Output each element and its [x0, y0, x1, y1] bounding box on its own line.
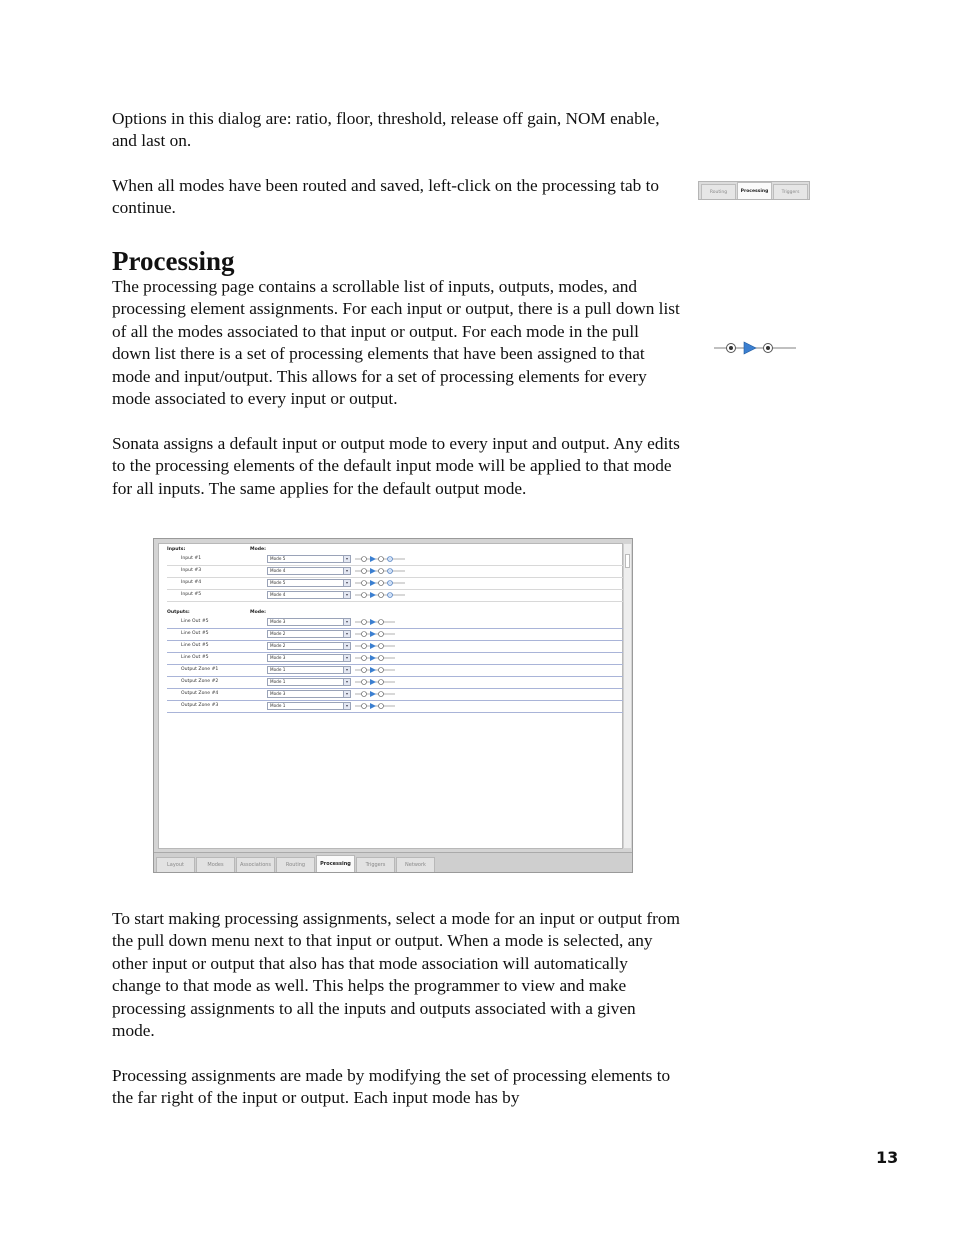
processing-elements-icon[interactable] [355, 689, 407, 699]
processing-elements-icon[interactable] [355, 578, 407, 588]
processing-list-panel [158, 543, 623, 849]
inputs-mode-header: Mode: [250, 547, 266, 552]
paragraph-start-assignments: To start making processing assignments, select a mode for an input or output from the pull down menu next to that input or output. When a mode is selected, any other input or output that also has that mode association will automatically change to that mode as well. This helps the programmer to view and make processing assignments to all the inputs and outputs associated with a given mode. [112, 909, 680, 1041]
mode-select[interactable]: Mode 3 ▾ [267, 654, 351, 662]
processing-elements-icon[interactable] [355, 629, 407, 639]
output-row [167, 641, 623, 653]
mode-select[interactable]: Mode 1 ▾ [267, 702, 351, 710]
tab-associations[interactable]: Associations [236, 857, 275, 872]
outputs-header: Outputs: [167, 610, 190, 615]
chevron-down-icon: ▾ [343, 703, 350, 709]
chevron-down-icon: ▾ [343, 592, 350, 598]
output-label: Output Zone #1 [181, 667, 219, 672]
output-row [167, 677, 623, 689]
processing-elements-icon[interactable] [355, 701, 407, 711]
chevron-down-icon: ▾ [343, 568, 350, 574]
section-heading: Processing [112, 246, 235, 276]
processing-page-screenshot [153, 538, 633, 873]
processing-chain-icon [712, 338, 798, 358]
chevron-down-icon: ▾ [343, 643, 350, 649]
mode-select[interactable]: Mode 4 ▾ [267, 567, 351, 575]
mode-select[interactable]: Mode 4 ▾ [267, 591, 351, 599]
vertical-scrollbar[interactable] [623, 544, 631, 848]
input-label: Input #4 [181, 580, 202, 585]
outputs-mode-header: Mode: [250, 610, 266, 615]
output-label: Output Zone #4 [181, 691, 219, 696]
paragraph-processing-page: The processing page contains a scrollable list of inputs, outputs, modes, and processing element assignments. For each input or output, there is a pull down list of all the modes associated to that input or output. For each mode in the pull down list there is a set of processing elements that have been assigned to that mode and input/output. This allows for a set of processing elements for every mode associated to every input or output. [112, 277, 680, 409]
scrollbar-thumb[interactable] [625, 554, 630, 568]
chevron-down-icon: ▾ [343, 631, 350, 637]
paragraph-assignments-made: Processing assignments are made by modifying the set of processing elements to the far right of the input or output. Each input mode has by [112, 1066, 671, 1108]
mode-select[interactable]: Mode 5 ▾ [267, 555, 351, 563]
mode-select[interactable]: Mode 2 ▾ [267, 642, 351, 650]
tab-routing[interactable]: Routing [276, 857, 315, 872]
mode-select[interactable]: Mode 3 ▾ [267, 618, 351, 626]
chevron-down-icon: ▾ [343, 580, 350, 586]
processing-tab-figure [698, 181, 810, 200]
inputs-header: Inputs: [167, 547, 186, 552]
chevron-down-icon: ▾ [343, 619, 350, 625]
input-label: Input #1 [181, 556, 202, 561]
chevron-down-icon: ▾ [343, 691, 350, 697]
paragraph-continue: When all modes have been routed and saved, left-click on the processing tab to continue. [112, 176, 660, 218]
chevron-down-icon: ▾ [343, 667, 350, 673]
bottom-tab-bar [154, 852, 632, 872]
output-row [167, 665, 623, 677]
input-row [167, 578, 623, 590]
processing-elements-icon[interactable] [355, 653, 407, 663]
chevron-down-icon: ▾ [343, 556, 350, 562]
input-row [167, 566, 623, 578]
tab-processing[interactable]: Processing [737, 182, 772, 199]
processing-elements-icon[interactable] [355, 554, 407, 564]
output-label: Output Zone #2 [181, 679, 219, 684]
processing-elements-icon[interactable] [355, 617, 407, 627]
paragraph-default-modes: Sonata assigns a default input or output mode to every input and output. Any edits to the processing elements of the default input mode will be applied to that mode for all inputs. The same applies for the default output mode. [112, 434, 680, 498]
input-row [167, 590, 623, 602]
processing-elements-icon[interactable] [355, 665, 407, 675]
output-row [167, 653, 623, 665]
tab-triggers[interactable]: Triggers [356, 857, 395, 872]
output-row [167, 689, 623, 701]
output-row [167, 617, 623, 629]
processing-elements-icon[interactable] [355, 566, 407, 576]
input-label: Input #3 [181, 568, 202, 573]
mode-select[interactable]: Mode 2 ▾ [267, 630, 351, 638]
mode-select[interactable]: Mode 1 ▾ [267, 678, 351, 686]
mode-select[interactable]: Mode 5 ▾ [267, 579, 351, 587]
mode-select[interactable]: Mode 1 ▾ [267, 666, 351, 674]
tab-routing[interactable]: Routing [701, 184, 736, 199]
output-label: Output Zone #3 [181, 703, 219, 708]
mode-select[interactable]: Mode 3 ▾ [267, 690, 351, 698]
page-number: 13 [876, 1148, 899, 1167]
processing-elements-icon[interactable] [355, 677, 407, 687]
input-row [167, 554, 623, 566]
input-label: Input #5 [181, 592, 202, 597]
tab-triggers[interactable]: Triggers [773, 184, 808, 199]
output-label: Line Out #5 [181, 655, 209, 660]
tab-modes[interactable]: Modes [196, 857, 235, 872]
processing-elements-icon[interactable] [355, 641, 407, 651]
chevron-down-icon: ▾ [343, 655, 350, 661]
chevron-down-icon: ▾ [343, 679, 350, 685]
paragraph-dialog-options: Options in this dialog are: ratio, floor, threshold, release off gain, NOM enable, and last on. [112, 109, 660, 151]
output-row [167, 629, 623, 641]
output-label: Line Out #5 [181, 631, 209, 636]
tab-processing[interactable]: Processing [316, 855, 355, 872]
output-label: Line Out #5 [181, 619, 209, 624]
tab-layout[interactable]: Layout [156, 857, 195, 872]
output-row [167, 701, 623, 713]
processing-elements-icon[interactable] [355, 590, 407, 600]
output-label: Line Out #5 [181, 643, 209, 648]
tab-network[interactable]: Network [396, 857, 435, 872]
